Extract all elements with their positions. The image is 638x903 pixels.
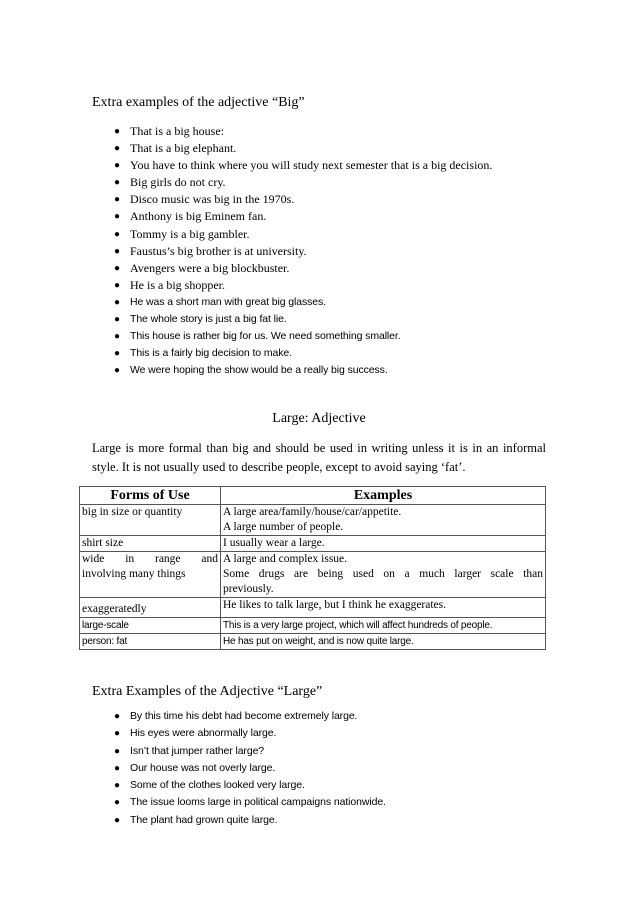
bullet-icon: ● [114,331,120,343]
bullet-icon: ● [114,262,121,274]
list-item: ● He was a short man with great big glasses. [0,294,492,311]
bullet-icon: ● [114,177,121,189]
bullet-icon: ● [114,143,121,155]
list-item: ● That is a big elephant. [114,141,237,156]
bullet-icon: ● [114,160,121,172]
bullet-icon: ● [114,745,120,757]
table-row [80,618,546,634]
list-item: ● Disco music was big in the 1970s. [114,192,295,207]
table-row [80,505,546,536]
table-header-row [80,487,546,505]
list-item: ● This house is rather big for us. We need something smaller. [0,328,492,345]
form-cell: large-scale [80,618,221,634]
list-item: ● We were hoping the show would be a really big success. [0,362,492,379]
example-cell: He has put on weight, and is now quite large. [221,634,546,650]
example-cell: A large area/family/house/car/appetite. A large number of people. [221,505,546,536]
large-examples-heading: Extra Examples of the Adjective “Large” [92,684,323,699]
bullet-icon: ● [114,194,121,206]
large-examples-list [0,708,386,829]
example-cell: A large and complex issue. Some drugs are being used on a much larger scale than previously. [221,552,546,598]
forms-of-use-table [79,486,546,650]
form-cell: big in size or quantity [80,505,221,536]
table-row [80,598,546,618]
table-row [80,634,546,650]
list-item: ● The whole story is just a big fat lie. [0,311,492,328]
list-item: ● Avengers were a big blockbuster. [114,260,290,275]
form-cell: shirt size [80,536,221,552]
large-adjective-title: Large: Adjective [272,411,366,426]
big-examples-heading: Extra examples of the adjective “Big” [92,95,305,110]
column-header-examples: Examples [221,487,546,505]
bullet-icon: ● [114,780,120,792]
column-header-forms: Forms of Use [80,487,221,505]
table-row [80,536,546,552]
form-cell: wide in range and involving many things [80,552,221,598]
bullet-icon: ● [114,211,121,223]
list-item: ● By this time his debt had become extremely large. [0,708,386,725]
bullet-icon: ● [114,245,121,257]
example-cell: He likes to talk large, but I think he exaggerates. [221,598,546,618]
list-item: ● Isn’t that jumper rather large? [0,743,386,760]
bullet-icon: ● [114,762,120,774]
bullet-icon: ● [114,814,120,826]
list-item: ● Tommy is a big gambler. [114,226,250,241]
list-item: ● His eyes were abnormally large. [0,725,386,742]
bullet-icon: ● [114,279,121,291]
list-item: ● You have to think where you will study next semester that is a big decision. [114,158,493,173]
example-cell: This is a very large project, which will affect hundreds of people. [221,618,546,634]
list-item: ● That is a big house: [114,124,224,138]
bullet-icon: ● [114,365,120,377]
table-row [80,552,546,598]
list-item: ● The issue looms large in political campaigns nationwide. [0,794,386,811]
bullet-icon: ● [114,711,120,722]
list-item: ● Faustus’s big brother is at university. [114,243,307,258]
big-examples-list [0,123,492,379]
form-cell: person: fat [80,634,221,650]
bullet-icon: ● [114,728,120,740]
list-item: ● Anthony is big Eminem fan. [114,209,267,224]
bullet-icon: ● [114,348,120,360]
form-cell: exaggeratedly [80,598,221,618]
example-cell: I usually wear a large. [221,536,546,552]
list-item: ● Some of the clothes looked very large. [0,777,386,794]
bullet-icon: ● [114,797,120,809]
list-item: ● This is a fairly big decision to make. [0,345,492,362]
bullet-icon: ● [114,228,121,240]
bullet-icon: ● [114,296,120,308]
bullet-icon: ● [114,126,121,137]
list-item: ● The plant had grown quite large. [0,812,386,829]
large-description: Large is more formal than big and should be used in writing unless it is in an informal style. It is not usually used to describe people, except to avoid saying ‘fat’. [92,441,546,474]
list-item: ● He is a big shopper. [114,277,225,292]
list-item: ● Our house was not overly large. [0,760,386,777]
list-item: ● Big girls do not cry. [114,175,226,190]
bullet-icon: ● [114,314,120,326]
